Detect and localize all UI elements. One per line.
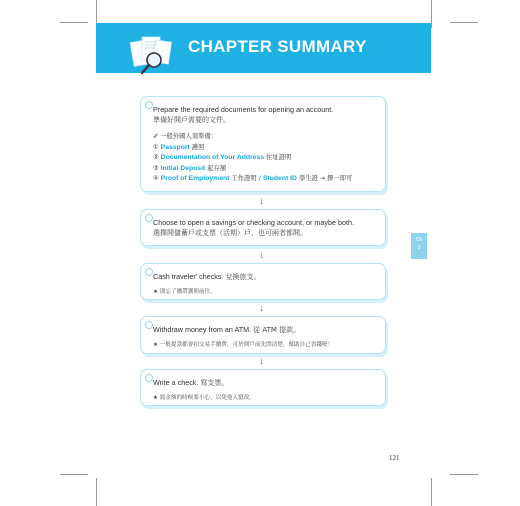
flow-arrow-icon: ↓ [259, 250, 264, 261]
flow-arrow-icon: ↓ [259, 303, 264, 314]
card-chinese-text: 準備好開戶需要的文件。 [153, 116, 230, 124]
trim-mark [60, 22, 88, 23]
summary-card [140, 96, 386, 192]
flow-arrow-icon: ↓ [259, 196, 264, 207]
card-bullet-icon [145, 101, 153, 109]
requirements-list [153, 132, 375, 185]
card-english-text: Prepare the required documents for opening an account. [153, 105, 334, 114]
card-english-text: Cash traveler' checks. [153, 272, 224, 281]
card-text [153, 272, 375, 282]
card-chinese-text: 從 ATM 提款。 [253, 326, 301, 334]
trim-mark [431, 478, 432, 506]
card-tip: ★ 別忘了攜帶護照前往。 [153, 289, 216, 295]
trim-mark [450, 22, 478, 23]
card-english-text: Withdraw money from an ATM. [153, 325, 252, 334]
requirements-heading: ✐ 一般外國人須準備： [153, 133, 217, 140]
page-number: 121 [389, 454, 400, 462]
documents-magnifier-icon [128, 33, 176, 77]
card-text [153, 378, 375, 388]
requirement-item: ④ Proof of Employment 工作證明 / Student ID 學生證 → 擇一即可 [153, 175, 353, 182]
trim-mark [60, 474, 88, 475]
card-bullet-icon [145, 268, 153, 276]
summary-card [140, 209, 386, 246]
summary-card [140, 369, 386, 406]
card-tip: ★ 一般提款都會扣交易手續費，可於開戶前先問清楚，幫助自己省錢喔！ [153, 342, 334, 348]
summary-card [140, 263, 386, 300]
trim-mark [450, 474, 478, 475]
chapter-tab: Ch 3 [411, 233, 427, 259]
requirement-item: ③ Initial Deposit 起存額 [153, 164, 227, 172]
summary-card [140, 316, 386, 354]
trim-mark [431, 0, 432, 28]
card-bullet-icon [145, 374, 153, 382]
card-tip: ★ 寫金額的時候要小心，以免他人竄改。 [153, 395, 255, 401]
page-title: CHAPTER SUMMARY [188, 37, 367, 56]
card-bullet-icon [145, 214, 153, 222]
requirement-item: ② Documentation of Your Address 住址證明 [153, 154, 292, 161]
flow-arrow-icon: ↓ [259, 356, 264, 367]
card-english-text: Choose to open a savings or checking account, or maybe both. [153, 218, 354, 227]
card-chinese-text: 兌換旅支。 [225, 273, 261, 281]
card-english-text: Write a check. [153, 378, 199, 387]
card-chinese-text: 寫支票。 [200, 379, 229, 387]
card-text [153, 325, 375, 335]
requirement-item: ① Passport 護照 [153, 143, 205, 151]
card-chinese-text: 選擇開儲蓄戶或支票（活期）戶，也可兩者都開。 [153, 229, 307, 237]
trim-mark [96, 478, 97, 506]
card-bullet-icon [145, 321, 153, 329]
